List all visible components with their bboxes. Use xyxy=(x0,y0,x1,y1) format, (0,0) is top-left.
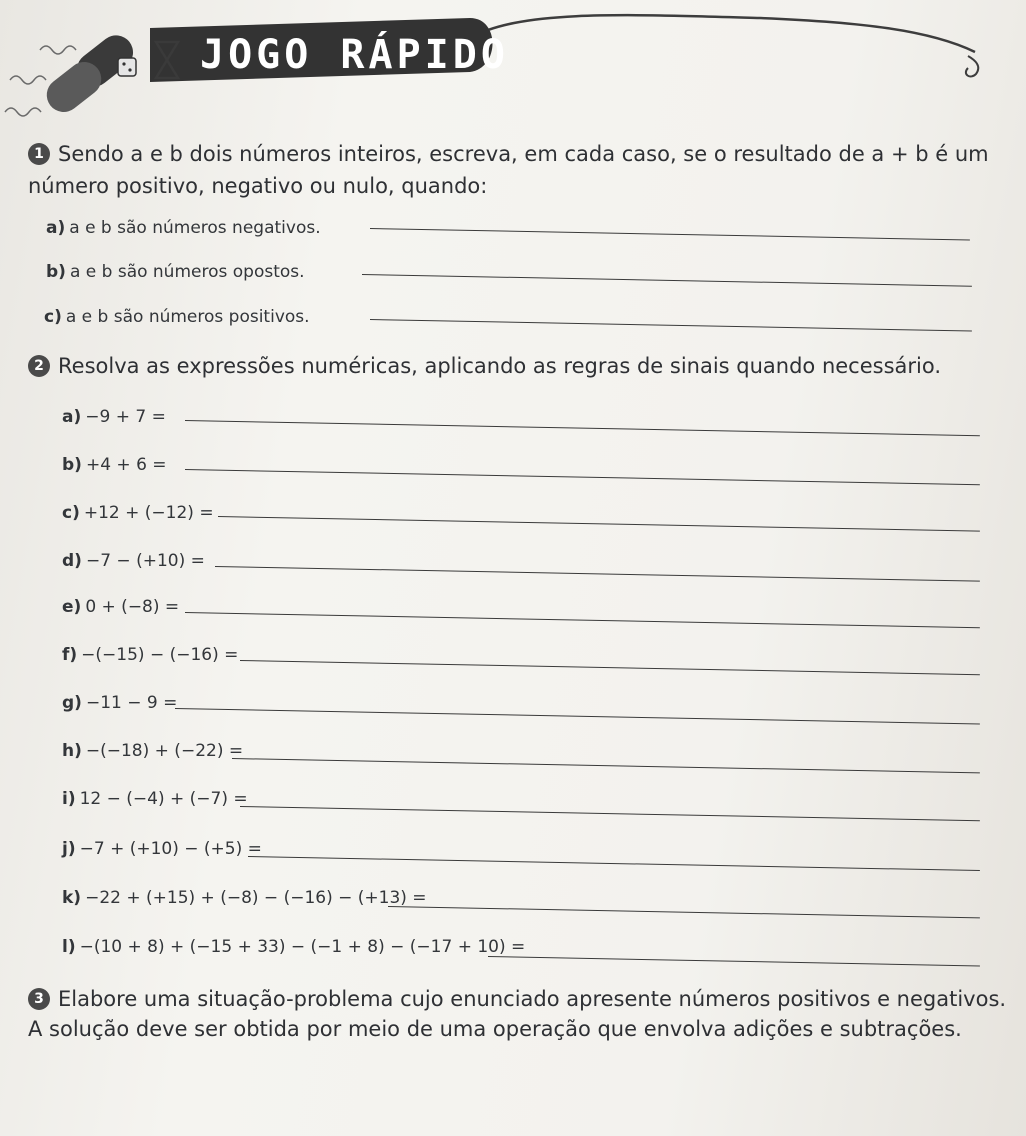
q2-item-l-letter: l) xyxy=(62,937,76,957)
q2-item-a-expr: −9 + 7 = xyxy=(85,407,166,427)
q2-item-d-expr: −7 − (+10) = xyxy=(85,551,205,571)
question-2-text: Resolva as expressões numéricas, aplicando as regras de sinais quando necessário. xyxy=(58,354,942,378)
q2-item-f-letter: f) xyxy=(62,645,78,665)
q1-item-c-text: a e b são números positivos. xyxy=(65,307,310,327)
q2-item-i-expr: 12 − (−4) + (−7) = xyxy=(79,789,248,809)
q2-item-g-letter: g) xyxy=(62,693,82,713)
q1-item-b-text: a e b são números opostos. xyxy=(69,262,305,282)
q2-item-a-letter: a) xyxy=(62,407,82,427)
question-2 xyxy=(28,350,1018,382)
question-2-number: 2 xyxy=(28,355,50,377)
q1-item-c xyxy=(44,307,310,327)
q2-item-d-letter: d) xyxy=(62,551,82,571)
q2-item-j xyxy=(62,839,262,859)
q1-item-b-letter: b) xyxy=(46,262,66,282)
q2-item-f xyxy=(62,645,238,665)
q1-item-b xyxy=(46,262,305,282)
q2-item-j-letter: j) xyxy=(62,839,76,859)
question-3-text: Elabore uma situação-problema cujo enunciado apresente números positivos e negativos. A solução deve ser obtida por meio de uma operação que envolva adições e subtrações. xyxy=(28,987,1007,1041)
pill-icon xyxy=(40,29,140,119)
q2-item-a xyxy=(62,407,166,427)
header-decoration xyxy=(0,0,1026,120)
q1-item-c-letter: c) xyxy=(44,307,62,327)
q2-item-e-letter: e) xyxy=(62,597,82,617)
q2-item-h xyxy=(62,741,243,761)
q1-item-a-text: a e b são números negativos. xyxy=(69,218,321,238)
q2-item-l-expr: −(10 + 8) + (−15 + 33) − (−1 + 8) − (−17 + 10) = xyxy=(79,937,526,957)
q2-item-c-expr: +12 + (−12) = xyxy=(83,503,214,523)
question-3 xyxy=(28,984,1018,1044)
q2-item-i xyxy=(62,789,248,809)
question-1-text: Sendo a e b dois números inteiros, escreva, em cada caso, se o resultado de a + b é um número positivo, negativo ou nulo, quando: xyxy=(28,142,989,198)
q2-item-d xyxy=(62,551,205,571)
q2-item-b xyxy=(62,455,167,475)
question-1 xyxy=(28,138,1018,202)
page-title: JOGO RÁPIDO xyxy=(200,32,509,78)
q2-item-g-expr: −11 − 9 = xyxy=(85,693,178,713)
q1-item-a-letter: a) xyxy=(46,218,66,238)
q2-item-k-letter: k) xyxy=(62,888,82,908)
q2-item-f-expr: −(−15) − (−16) = xyxy=(81,645,239,665)
q2-item-b-letter: b) xyxy=(62,455,82,475)
q2-item-b-expr: +4 + 6 = xyxy=(85,455,167,475)
q2-item-h-letter: h) xyxy=(62,741,82,761)
q2-item-k-expr: −22 + (+15) + (−8) − (−16) − (+13) = xyxy=(85,888,427,908)
q2-item-h-expr: −(−18) + (−22) = xyxy=(85,741,244,761)
q1-item-a xyxy=(46,218,321,238)
question-3-number: 3 xyxy=(28,988,50,1010)
header-banner xyxy=(0,0,1026,120)
q2-item-g xyxy=(62,693,177,713)
q2-item-c-letter: c) xyxy=(62,503,80,523)
q2-item-e-expr: 0 + (−8) = xyxy=(85,597,180,617)
q2-item-c xyxy=(62,503,214,523)
q2-item-k xyxy=(62,888,427,908)
q2-item-e xyxy=(62,597,179,617)
q2-item-j-expr: −7 + (+10) − (+5) = xyxy=(79,839,262,859)
q2-item-l xyxy=(62,937,525,957)
question-1-number: 1 xyxy=(28,143,50,165)
q2-item-i-letter: i) xyxy=(62,789,76,809)
